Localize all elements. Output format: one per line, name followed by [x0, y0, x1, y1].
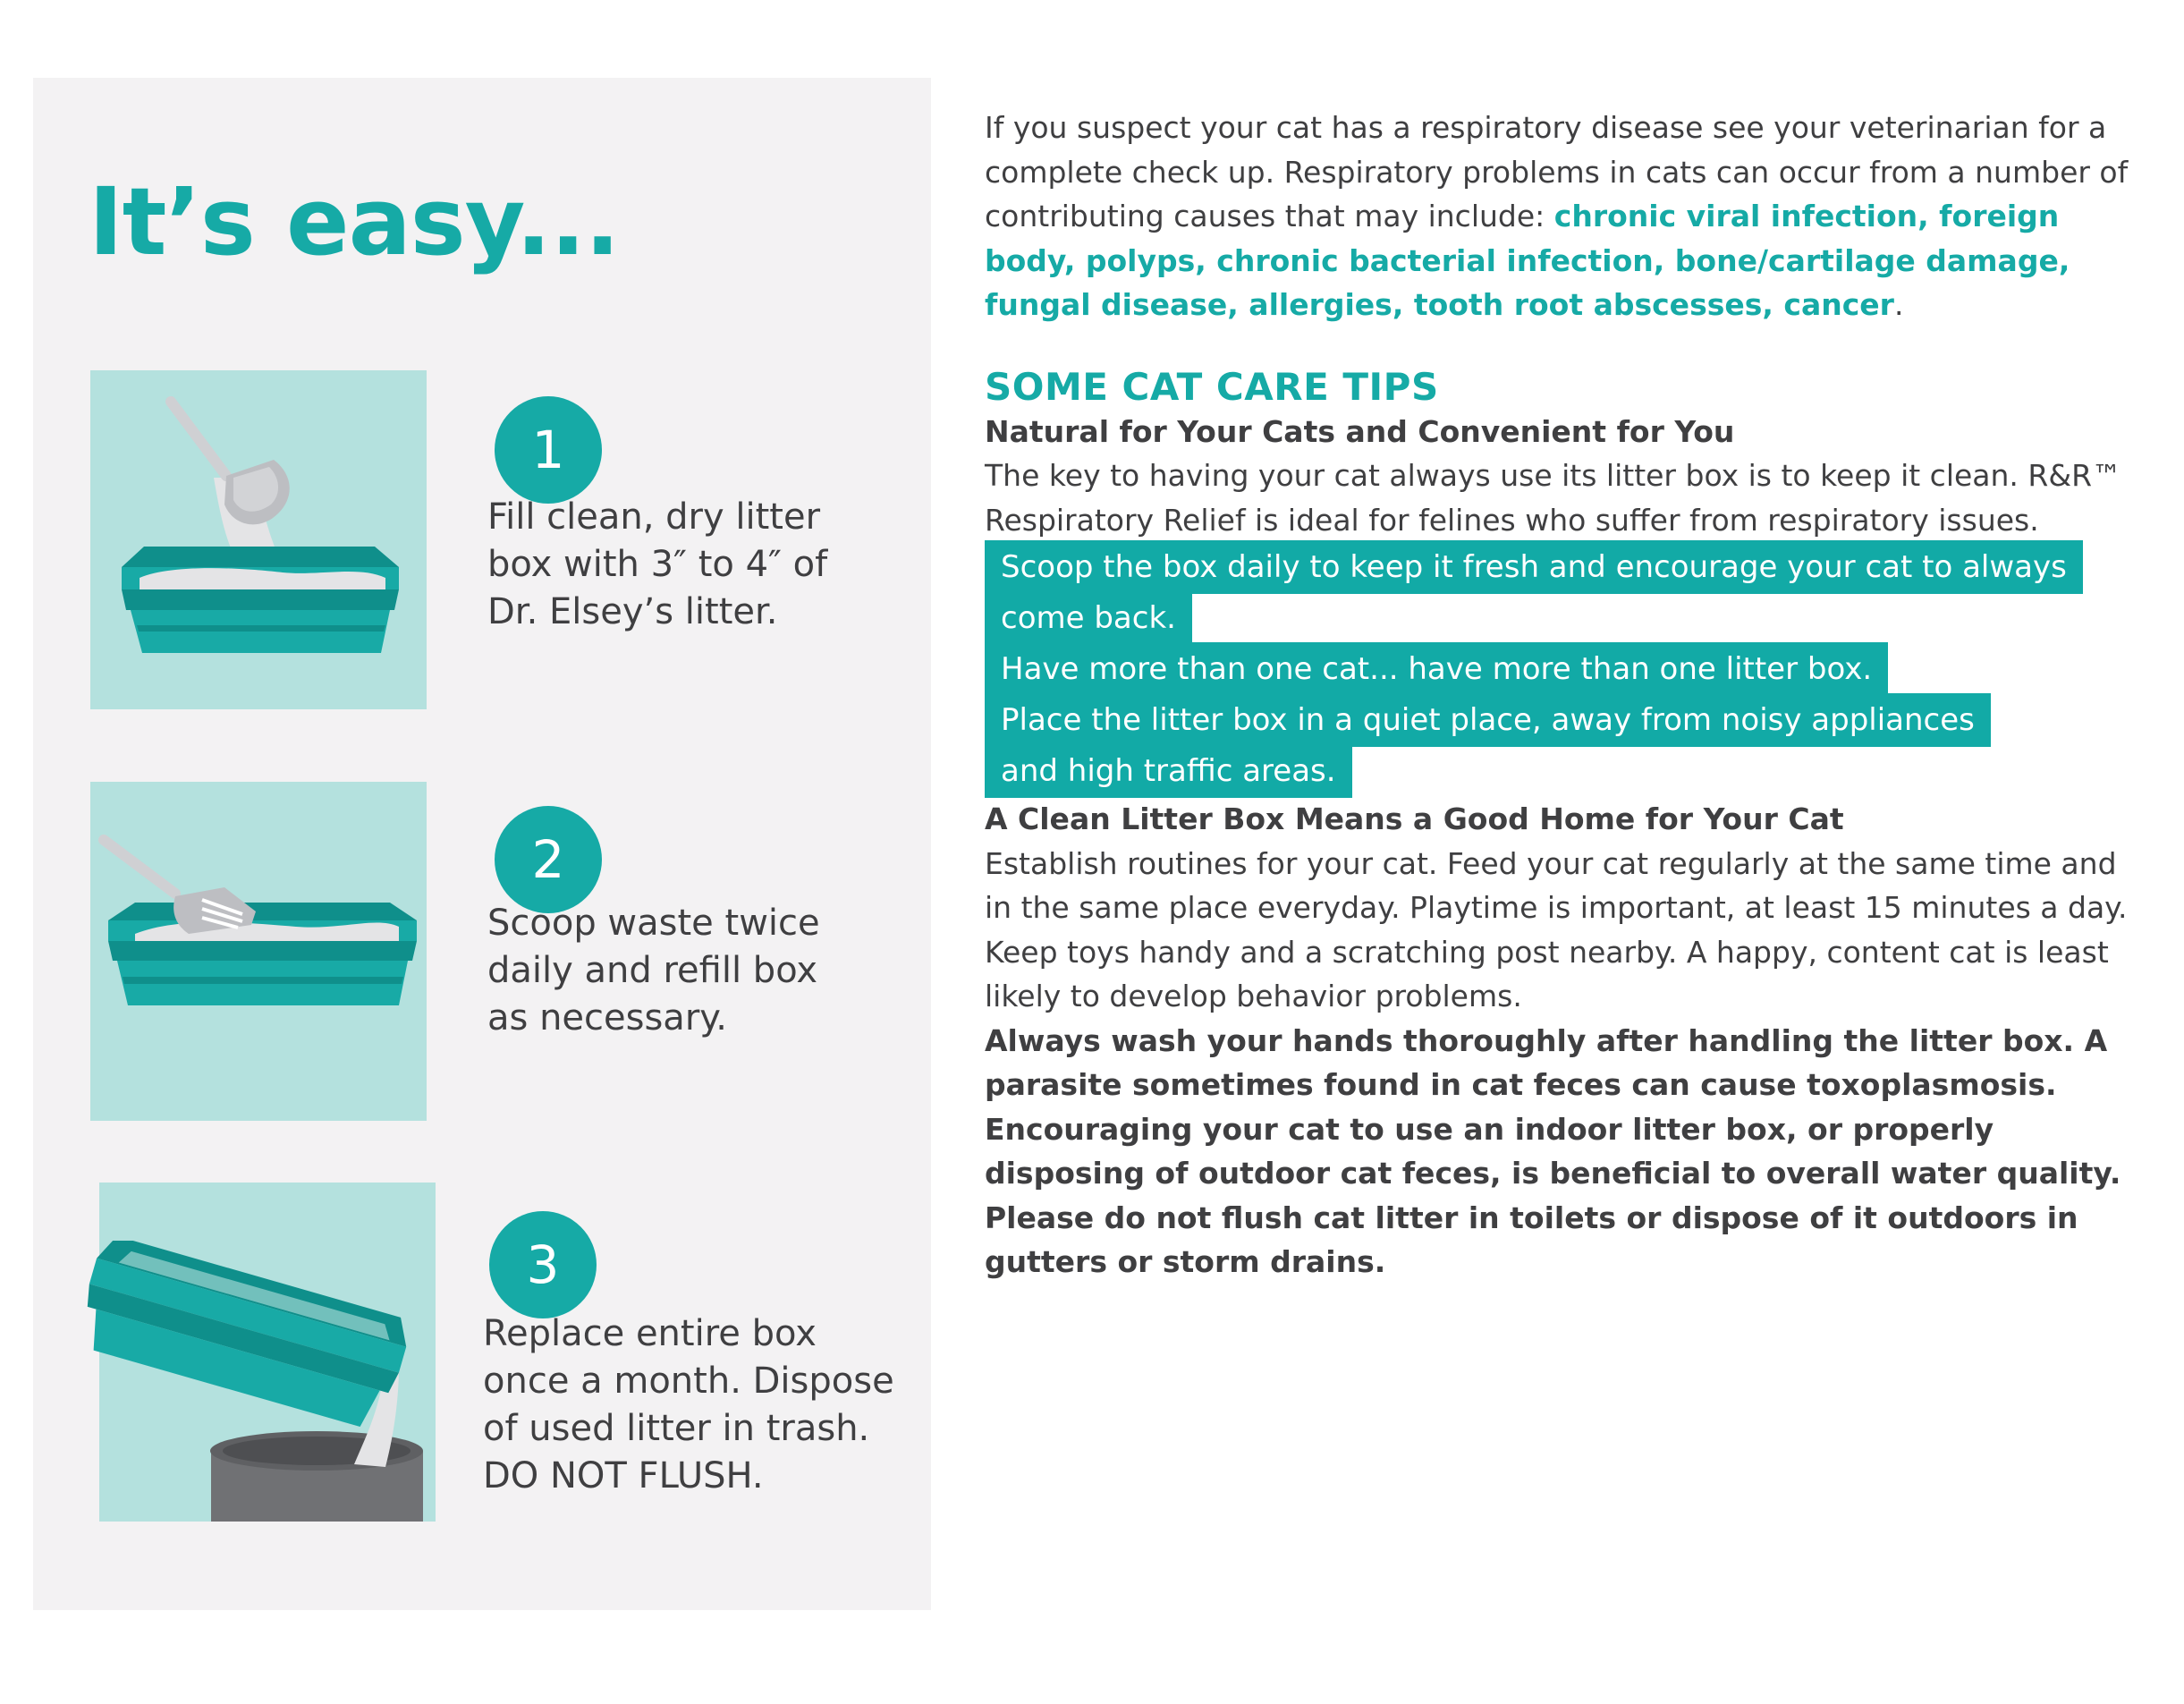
- tip-highlight: Have more than one cat... have more than one litter box.: [985, 642, 1888, 696]
- tip-highlight: Place the litter box in a quiet place, away from noisy appliances and high traffic areas.: [985, 693, 1991, 798]
- step-line: of used litter in trash.: [483, 1408, 870, 1449]
- tip-item: [985, 695, 2022, 797]
- step-1-text: [487, 494, 908, 636]
- left-panel: [33, 78, 931, 1610]
- litter-scoop-illustration: [90, 782, 427, 1121]
- step-number-badge: 1: [495, 396, 602, 504]
- step-line: box with 3″ to 4″ of: [487, 544, 828, 585]
- tip-highlight: Scoop the box daily to keep it fresh and encourage your cat to always come back.: [985, 540, 2083, 645]
- step-line: Replace entire box: [483, 1313, 817, 1354]
- scoop-icon: [90, 782, 427, 1121]
- clean-text: Establish routines for your cat. Feed your cat regularly at the same time and in the same place everyday. Playtime is important, at least 15 minutes a day. Keep toys handy and a scratching post nearby. A happy, content cat is least likely to develop behavior problems.: [985, 845, 2128, 1013]
- tip-item: [985, 644, 2147, 695]
- step-line: Scoop waste twice: [487, 903, 820, 944]
- step-2-text: [487, 900, 908, 1042]
- tilted-litter-box-icon: [69, 1241, 427, 1455]
- step-line: as necessary.: [487, 997, 727, 1039]
- intro-end: .: [1893, 287, 1904, 322]
- warning-text: Always wash your hands thoroughly after handling the litter box. A parasite sometimes found in cat feces can cause toxoplasmosis. Encouraging your cat to use an indoor litter box, or properly disposing of outdoor cat feces, is beneficial to overall water quality. Please do not flush cat litter in toilets or dispose of it outdoors in gutters or storm drains.: [985, 1022, 2121, 1279]
- step-line: once a month. Dispose: [483, 1361, 894, 1402]
- natural-heading: Natural for Your Cats and Convenient for You: [985, 413, 1735, 449]
- step-line: Fill clean, dry litter: [487, 496, 821, 538]
- page-title: It’s easy...: [89, 167, 620, 276]
- step-line: Dr. Elsey’s litter.: [487, 591, 778, 632]
- intro-causes: chronic viral infection, foreign body, polyps, chronic bacterial infection, bone/cartilage damage, fungal disease, allergies, tooth root abscesses, cancer: [985, 199, 2070, 322]
- step-number-badge: 3: [489, 1211, 597, 1318]
- intro-text: If you suspect your cat has a respiratory disease see your veterinarian for a complete check up. Respiratory problems in cats can occur from a number of contributing causes that may include:: [985, 110, 2129, 233]
- step-number-badge: 2: [495, 806, 602, 913]
- natural-text: The key to having your cat always use its litter box is to keep it clean. R&R™ Respiratory Relief is ideal for felines who suffer from respiratory issues.: [985, 458, 2121, 538]
- clean-heading: A Clean Litter Box Means a Good Home for Your Cat: [985, 801, 1844, 836]
- tip-item: [985, 542, 2112, 644]
- step-3-text: [483, 1310, 948, 1500]
- tips-heading: SOME CAT CARE TIPS: [985, 364, 1439, 409]
- intro-paragraph: [985, 106, 2147, 327]
- right-column: [985, 106, 2147, 1284]
- step-line: daily and refill box: [487, 950, 818, 991]
- step-line: DO NOT FLUSH.: [483, 1455, 764, 1496]
